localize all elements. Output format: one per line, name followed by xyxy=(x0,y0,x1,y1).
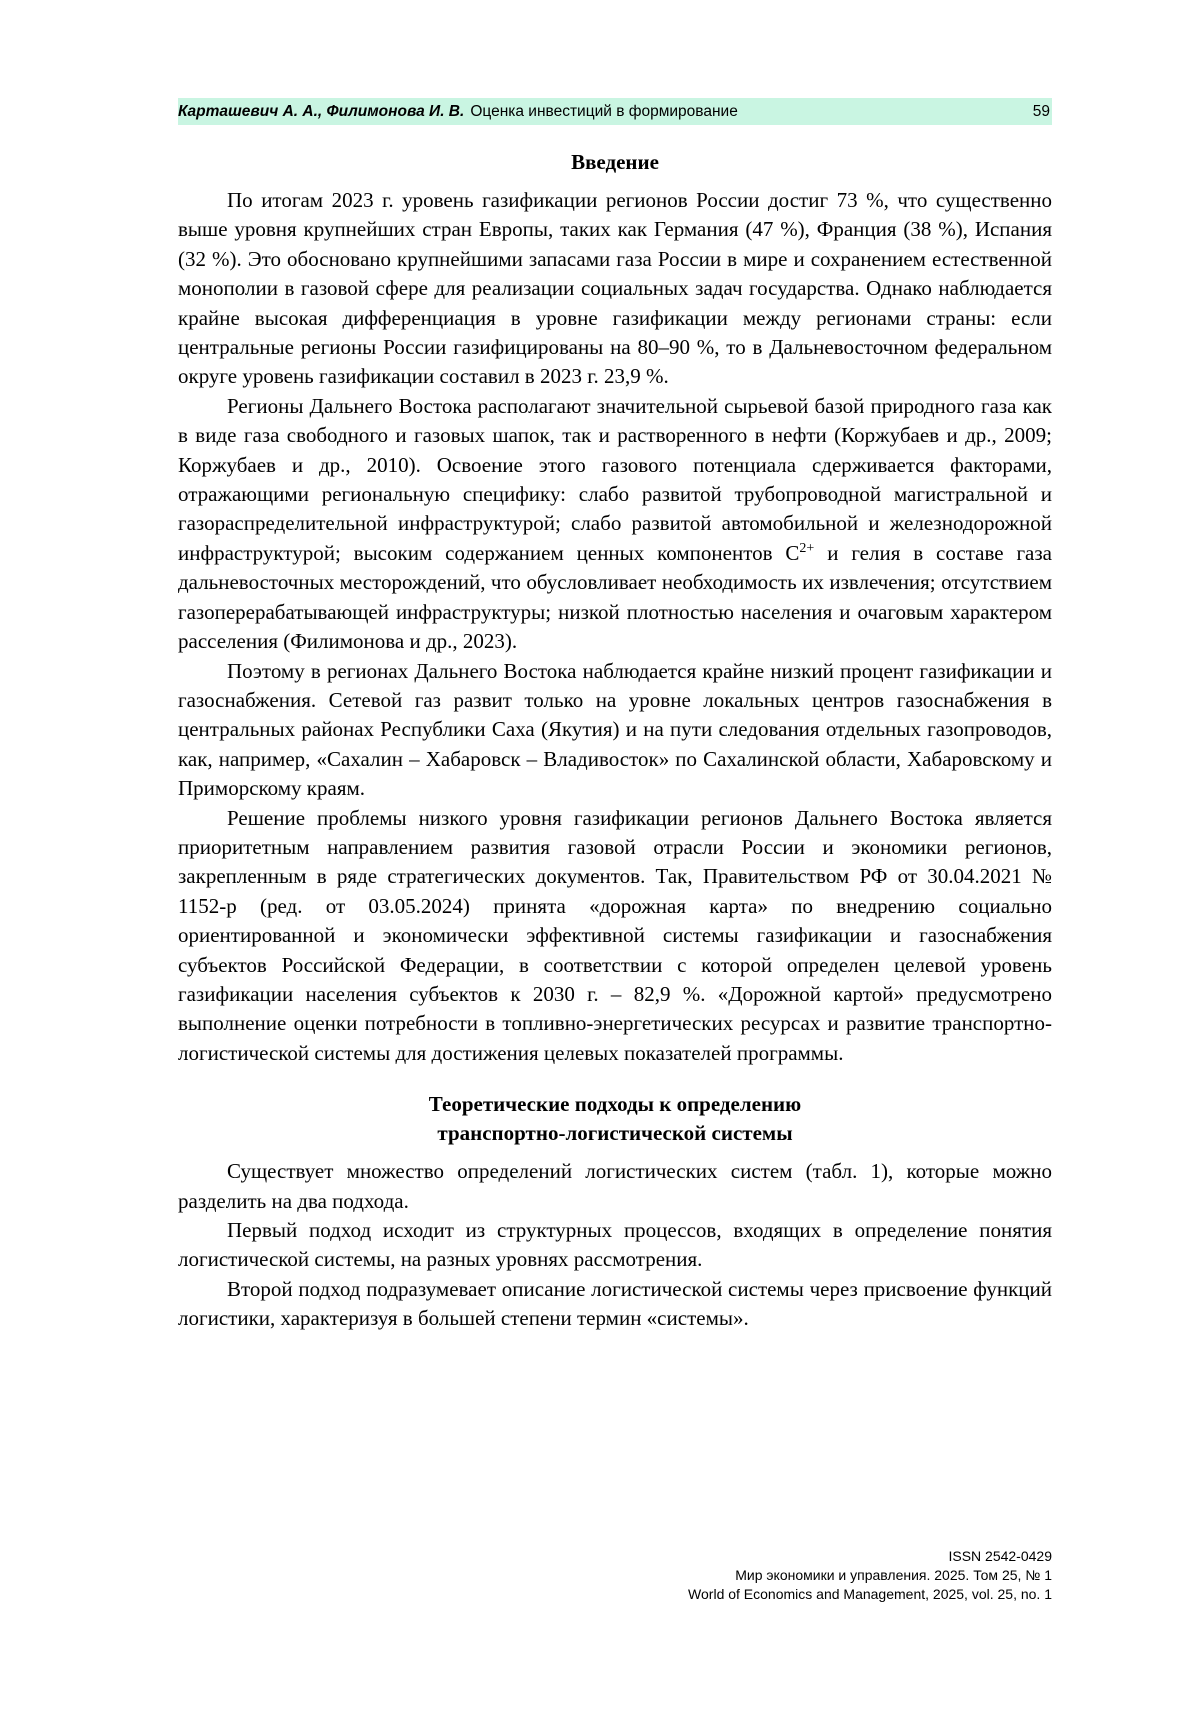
header-authors: Карташевич А. А., Филимонова И. В. xyxy=(178,102,465,120)
paragraph-1: По итогам 2023 г. уровень газификации регионов России достиг 73 %, что существенно выше уровня крупнейших стран Европы, таких как Германия (47 %), Франция (38 %), Испания (32 %). Это обосновано крупнейшими запасами газа России в мире и сохранением естественной монополии в газовой сфере для реализации социальных задач государства. Однако наблюдается крайне высокая дифференциация в уровне газификации между регионами страны: если центральные регионы России газифицированы на 80–90 %, то в Дальневосточном федеральном округе уровень газификации составил в 2023 г. 23,9 %. xyxy=(178,188,1052,389)
running-header xyxy=(178,98,1052,125)
paragraph-4: Решение проблемы низкого уровня газификации регионов Дальнего Востока является приоритетным направлением развития газовой отрасли России и экономики регионов, закрепленным в ряде стратегических документов. Так, Правительством РФ от 30.04.2021 № 1152-р (ред. от 03.05.2024) принята «дорожная карта» по внедрению социально ориентированной и экономически эффективной системы газификации и газоснабжения субъектов Российской Федерации, в соответствии с которой определен целевой уровень газификации населения субъектов к 2030 г. – 82,9 %. «Дорожной картой» предусмотрено выполнение оценки потребности в топливно-энергетических ресурсах и развитие транспортно-логистической системы для достижения целевых показателей программы. xyxy=(178,805,1052,1065)
footer-issn: ISSN 2542-0429 xyxy=(948,1548,1052,1564)
header-article-title: Оценка инвестиций в формирование xyxy=(470,102,738,120)
paragraph-3: Поэтому в регионах Дальнего Востока наблюдается крайне низкий процент газификации и газоснабжения. Сетевой газ развит только на уровне локальных центров газоснабжения в центральных районах Республики Саха (Якутия) и на пути следования отдельных газопроводов, как, например, «Сахалин – Хабаровск – Владивосток» по Сахалинской области, Хабаровскому и Приморскому краям. xyxy=(178,658,1052,801)
footer-journal-en: World of Economics and Management, 2025, vol. 25, no. 1 xyxy=(688,1586,1052,1602)
paragraph-2-tail: и гелия в составе газа дальневосточных месторождений, что обусловливает необходимость их извлечения; отсутствием газоперерабатывающей инфраструктуры; низкой плотностью населения и очаговым характером расселения (Филимонова и др., 2023). xyxy=(178,540,1052,654)
section-title-theory xyxy=(178,1090,1052,1148)
header-left xyxy=(178,103,738,121)
paragraph-2 xyxy=(178,392,1052,657)
superscript-charge: 2+ xyxy=(799,540,815,556)
paragraph-2-text: Регионы Дальнего Востока располагают значительной сырьевой базой природного газа как в виде газа свободного и газовых шапок, так и растворенного в нефти (Коржубаев и др., 2009; Коржубаев и др., 2010). Освоение этого газового потенциала сдерживается факторами, отражающими региональную специфику: слабо развитой трубопроводной магистральной и газораспределительной инфраструктурой; слабо развитой автомобильной и железнодорожной инфраструктурой; высоким содержанием ценных компонентов С xyxy=(178,393,1052,565)
article-body xyxy=(178,148,1052,1334)
paragraph-6: Первый подход исходит из структурных процессов, входящих в определение понятия логистической системы, на разных уровнях рассмотрения. xyxy=(178,1218,1052,1272)
section-title-theory-line1: Теоретические подходы к определению xyxy=(428,1092,802,1117)
page-footer xyxy=(452,1547,1052,1604)
footer-journal-ru: Мир экономики и управления. 2025. Том 25, № 1 xyxy=(735,1567,1052,1583)
section-title-theory-line2: транспортно-логистической системы xyxy=(437,1121,793,1146)
page-number: 59 xyxy=(1032,102,1050,120)
paragraph-5: Существует множество определений логистических систем (табл. 1), которые можно разделить на два подхода. xyxy=(178,1159,1052,1213)
section-title-introduction: Введение xyxy=(571,150,659,174)
paragraph-7: Второй подход подразумевает описание логистической системы через присвоение функций логистики, характеризуя в большей степени термин «системы». xyxy=(178,1276,1052,1331)
